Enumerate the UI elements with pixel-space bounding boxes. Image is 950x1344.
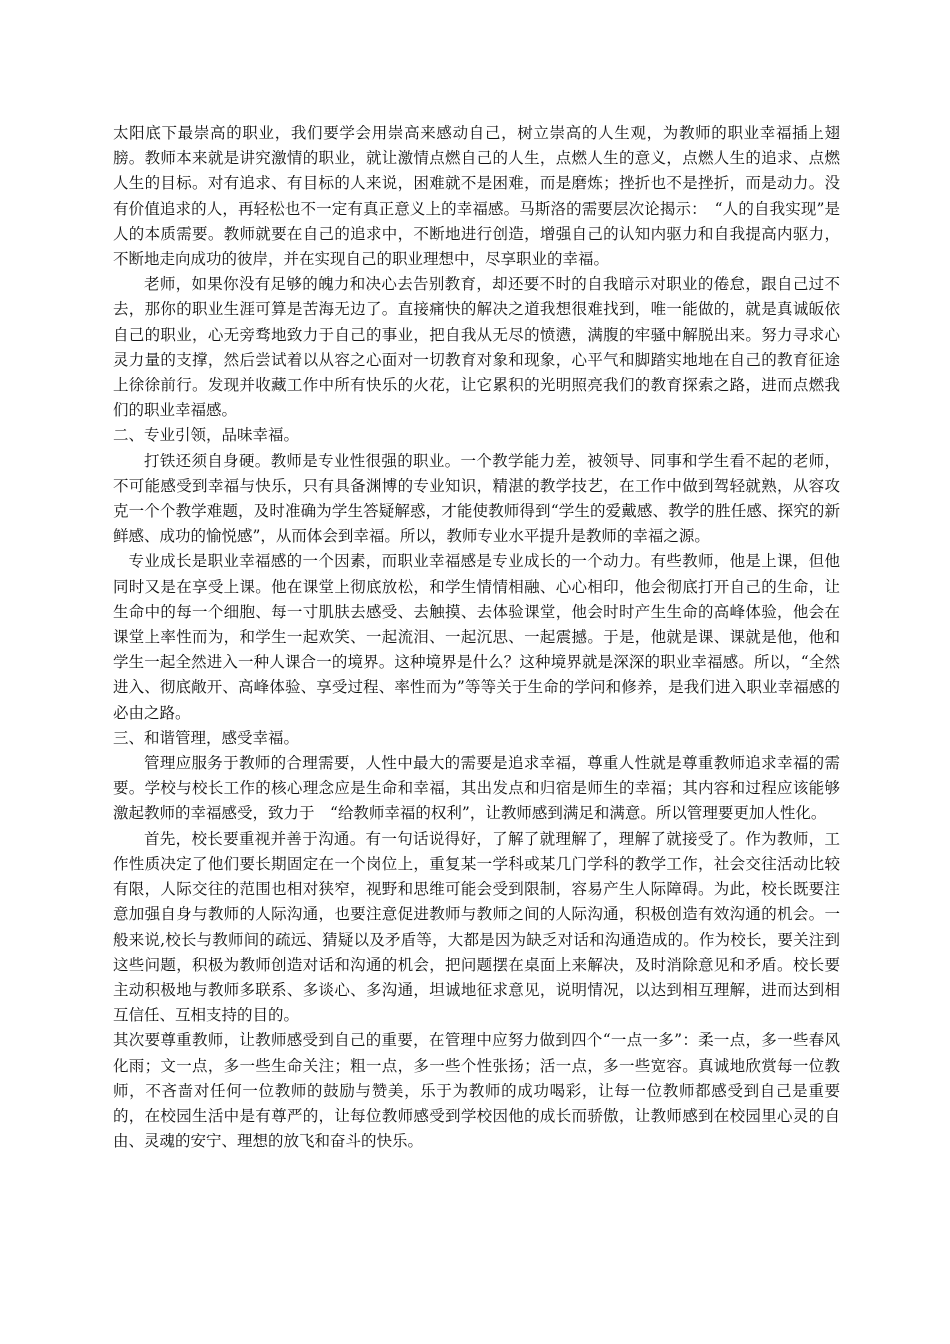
section-heading-2: 二、专业引领，品味幸福。 <box>113 426 300 445</box>
paragraph-professional-growth: 专业成长是职业幸福感的一个因素，而职业幸福感是专业成长的一个动力。有些教师，他是上课，但他同时又是在享受上课。他在课堂上彻底放松，和学生情情相融、心心相印，他会彻底打开自己的生命，让生命中的每一个细胞、每一寸肌肤去感受、去触摸、去体验课堂，他会时时产生生命的高峰体验，他会在课堂上率性而为，和学生一起欢笑、一起流泪、一起沉思、一起震撼。于是，他就是课、课就是他，他和学生一起全然进入一种人课合一的境界。这种境界是什么？这种境界就是深深的职业幸福感。所以，“全然进入、彻底敞开、高峰体验、享受过程、率性而为”等等关于生命的学问和修养，是我们进入职业幸福感的必由之路。 <box>113 552 840 722</box>
document-body <box>113 121 840 1154</box>
paragraph-management-needs: 管理应服务于教师的合理需要，人性中最大的需要是追求幸福，尊重人性就是尊重教师追求幸福的需要。学校与校长工作的核心理念应是生命和幸福，其出发点和归宿是师生的幸福；其内容和过程应该能够激起教师的幸福感受，致力于 “给教师幸福的权利”，让教师感到满足和满意。所以管理要更加人性化。 <box>113 754 840 823</box>
paragraph-communication: 首先，校长要重视并善于沟通。有一句话说得好，了解了就理解了，理解了就接受了。作为教师，工作性质决定了他们要长期固定在一个岗位上，重复某一学科或某几门学科的教学工作，社会交往活动比较有限，人际交往的范围也相对狭窄，视野和思维可能会受到限制，容易产生人际障碍。为此，校长既要注意加强自身与教师的人际沟通，也要注意促进教师与教师之间的人际沟通，积极创造有效沟通的机会。一般来说,校长与教师间的疏远、猜疑以及矛盾等，大都是因为缺乏对话和沟通造成的。作为校长，要关注到这些问题，积极为教师创造对话和沟通的机会，把问题摆在桌面上来解决，及时消除意见和矛盾。校长要主动积极地与教师多联系、多谈心、多沟通，坦诚地征求意见，说明情况，以达到相互理解，进而达到相互信任、互相支持的目的。 <box>113 829 840 1025</box>
paragraph-teacher-advice: 老师，如果你没有足够的魄力和决心去告别教育，却还要不时的自我暗示对职业的倦怠，跟自己过不去，那你的职业生涯可算是苦海无边了。直接痛快的解决之道我想很难找到，唯一能做的，就是真诚皈依自己的职业，心无旁骛地致力于自己的事业，把自我从无尽的愤懑，满腹的牢骚中解脱出来。努力寻求心灵力量的支撑，然后尝试着以从容之心面对一切教育对象和现象，心平气和脚踏实地地在自己的教育征途上徐徐前行。发现并收藏工作中所有快乐的火花，让它累积的光明照亮我们的教育探索之路，进而点燃我们的职业幸福感。 <box>113 275 840 420</box>
paragraph-intro: 太阳底下最崇高的职业，我们要学会用崇高来感动自己，树立崇高的人生观，为教师的职业幸福插上翅膀。教师本来就是讲究激情的职业，就让激情点燃自己的人生，点燃人生的意义，点燃人生的追求、点燃人生的目标。对有追求、有目标的人来说，困难就不是困难，而是磨炼；挫折也不是挫折，而是动力。没有价值追求的人，再轻松也不一定有真正意义上的幸福感。马斯洛的需要层次论揭示： “人的自我实现”是人的本质需要。教师就要在自己的追求中，不断地进行创造，增强自己的认知内驱力和自我提高内驱力，不断地走向成功的彼岸，并在实现自己的职业理想中，尽享职业的幸福。 <box>113 124 840 269</box>
section-heading-3: 三、和谐管理，感受幸福。 <box>113 728 300 747</box>
paragraph-respect-teachers: 其次要尊重教师，让教师感受到自己的重要，在管理中应努力做到四个“一点一多”：柔一点，多一些春风化雨；文一点，多一些生命关注；粗一点，多一些个性张扬；活一点，多一些宽容。真诚地欣赏每一位教师，不吝啬对任何一位教师的鼓励与赞美，乐于为教师的成功喝彩，让每一位教师都感受到自己是重要的，在校园生活中是有尊严的，让每位教师感受到学校因他的成长而骄傲，让教师感到在校园里心灵的自由、灵魂的安宁、理想的放飞和奋斗的快乐。 <box>113 1031 840 1151</box>
paragraph-professional-skill: 打铁还须自身硬。教师是专业性很强的职业。一个教学能力差，被领导、同事和学生看不起的老师，不可能感受到幸福与快乐，只有具备渊博的专业知识，精湛的教学技艺，在工作中做到驾轻就熟，从容攻克一个个教学难题，及时准确为学生答疑解惑，才能使教师得到“学生的爱戴感、教学的胜任感、探究的新鲜感、成功的愉悦感”，从而体会到幸福。所以，教师专业水平提升是教师的幸福之源。 <box>113 451 840 546</box>
